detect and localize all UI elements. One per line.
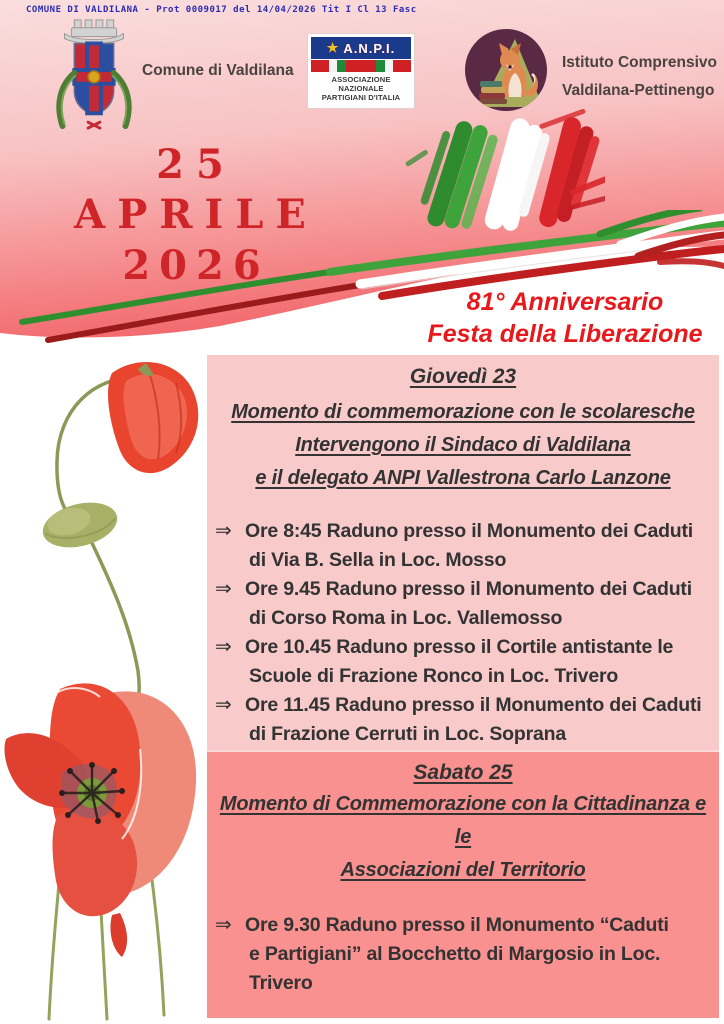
- thursday-subline-2: Intervengono il Sindaco di Valdilana: [295, 434, 631, 456]
- arrow-bullet-icon: ⇒: [215, 914, 232, 936]
- arrow-bullet-icon: ⇒: [215, 578, 232, 600]
- saturday-items: [215, 911, 711, 998]
- school-name-label: Istituto Comprensivo Valdilana-Pettinengo: [562, 54, 718, 99]
- anpi-flag-stripes: [311, 60, 411, 72]
- anpi-banner: [311, 37, 411, 59]
- protocol-stamp: COMUNE DI VALDILANA - Prot 0009017 del 14/04/2026 Tit I Cl 13 Fasc: [26, 5, 417, 15]
- comune-crest-icon: [50, 12, 138, 130]
- comune-name-label: Comune di Valdilana: [142, 62, 294, 79]
- schedule-section: [207, 355, 719, 1018]
- schedule-item: [215, 633, 711, 691]
- schedule-item: [215, 575, 711, 633]
- schedule-item-text: Ore 9.45 Raduno presso il Monumento dei Caduti di Corso Roma in Loc. Vallemosso: [245, 578, 692, 629]
- schedule-item-text: Ore 11.45 Raduno presso il Monumento dei Caduti di Frazione Cerruti in Loc. Soprana: [245, 694, 702, 745]
- thursday-items: [215, 517, 711, 749]
- anniversary-subtitle: [412, 286, 718, 350]
- thursday-subline-3: e il delegato ANPI Vallestrona Carlo Lanzone: [255, 467, 671, 489]
- anpi-acronym: A.N.P.I.: [343, 40, 396, 56]
- arrow-bullet-icon: ⇒: [215, 694, 232, 716]
- page-title: [28, 140, 364, 292]
- title-year: 2026: [122, 242, 270, 289]
- schedule-item: [215, 911, 711, 998]
- schedule-item-text: Ore 9.30 Raduno presso il Monumento “Caduti e Partigiani” al Bocchetto di Margosio in Loc. Trivero: [245, 914, 669, 994]
- anpi-caption: ASSOCIAZIONE NAZIONALE PARTIGIANI D'ITALIA: [321, 75, 401, 102]
- festa-line: Festa della Liberazione: [427, 320, 703, 348]
- saturday-subline-1: Momento di Commemorazione con la Cittadinanza e le: [219, 793, 707, 848]
- thursday-heading: Giovedì 23: [409, 365, 517, 388]
- star-icon: ★: [326, 40, 340, 55]
- poppy-illustration: [0, 353, 210, 1024]
- saturday-box: [207, 750, 719, 1018]
- saturday-subline-2: Associazioni del Territorio: [340, 859, 586, 881]
- arrow-bullet-icon: ⇒: [215, 636, 232, 658]
- schedule-item: [215, 691, 711, 749]
- school-fox-logo: [463, 27, 549, 113]
- saturday-heading: Sabato 25: [413, 761, 513, 784]
- schedule-item-text: Ore 8:45 Raduno presso il Monumento dei Caduti di Via B. Sella in Loc. Mosso: [245, 520, 694, 571]
- anpi-logo: [307, 33, 415, 109]
- thursday-subline-1: Momento di commemorazione con le scolaresche: [231, 401, 695, 423]
- thursday-box: [207, 355, 719, 750]
- thursday-subheadings: [215, 396, 711, 495]
- anniversary-line: 81° Anniversario: [466, 288, 664, 316]
- schedule-item: [215, 517, 711, 575]
- title-date: 25 APRILE: [74, 141, 318, 238]
- schedule-item-text: Ore 10.45 Raduno presso il Cortile antistante le Scuole di Frazione Ronco in Loc. Trivero: [245, 636, 674, 687]
- arrow-bullet-icon: ⇒: [215, 520, 232, 542]
